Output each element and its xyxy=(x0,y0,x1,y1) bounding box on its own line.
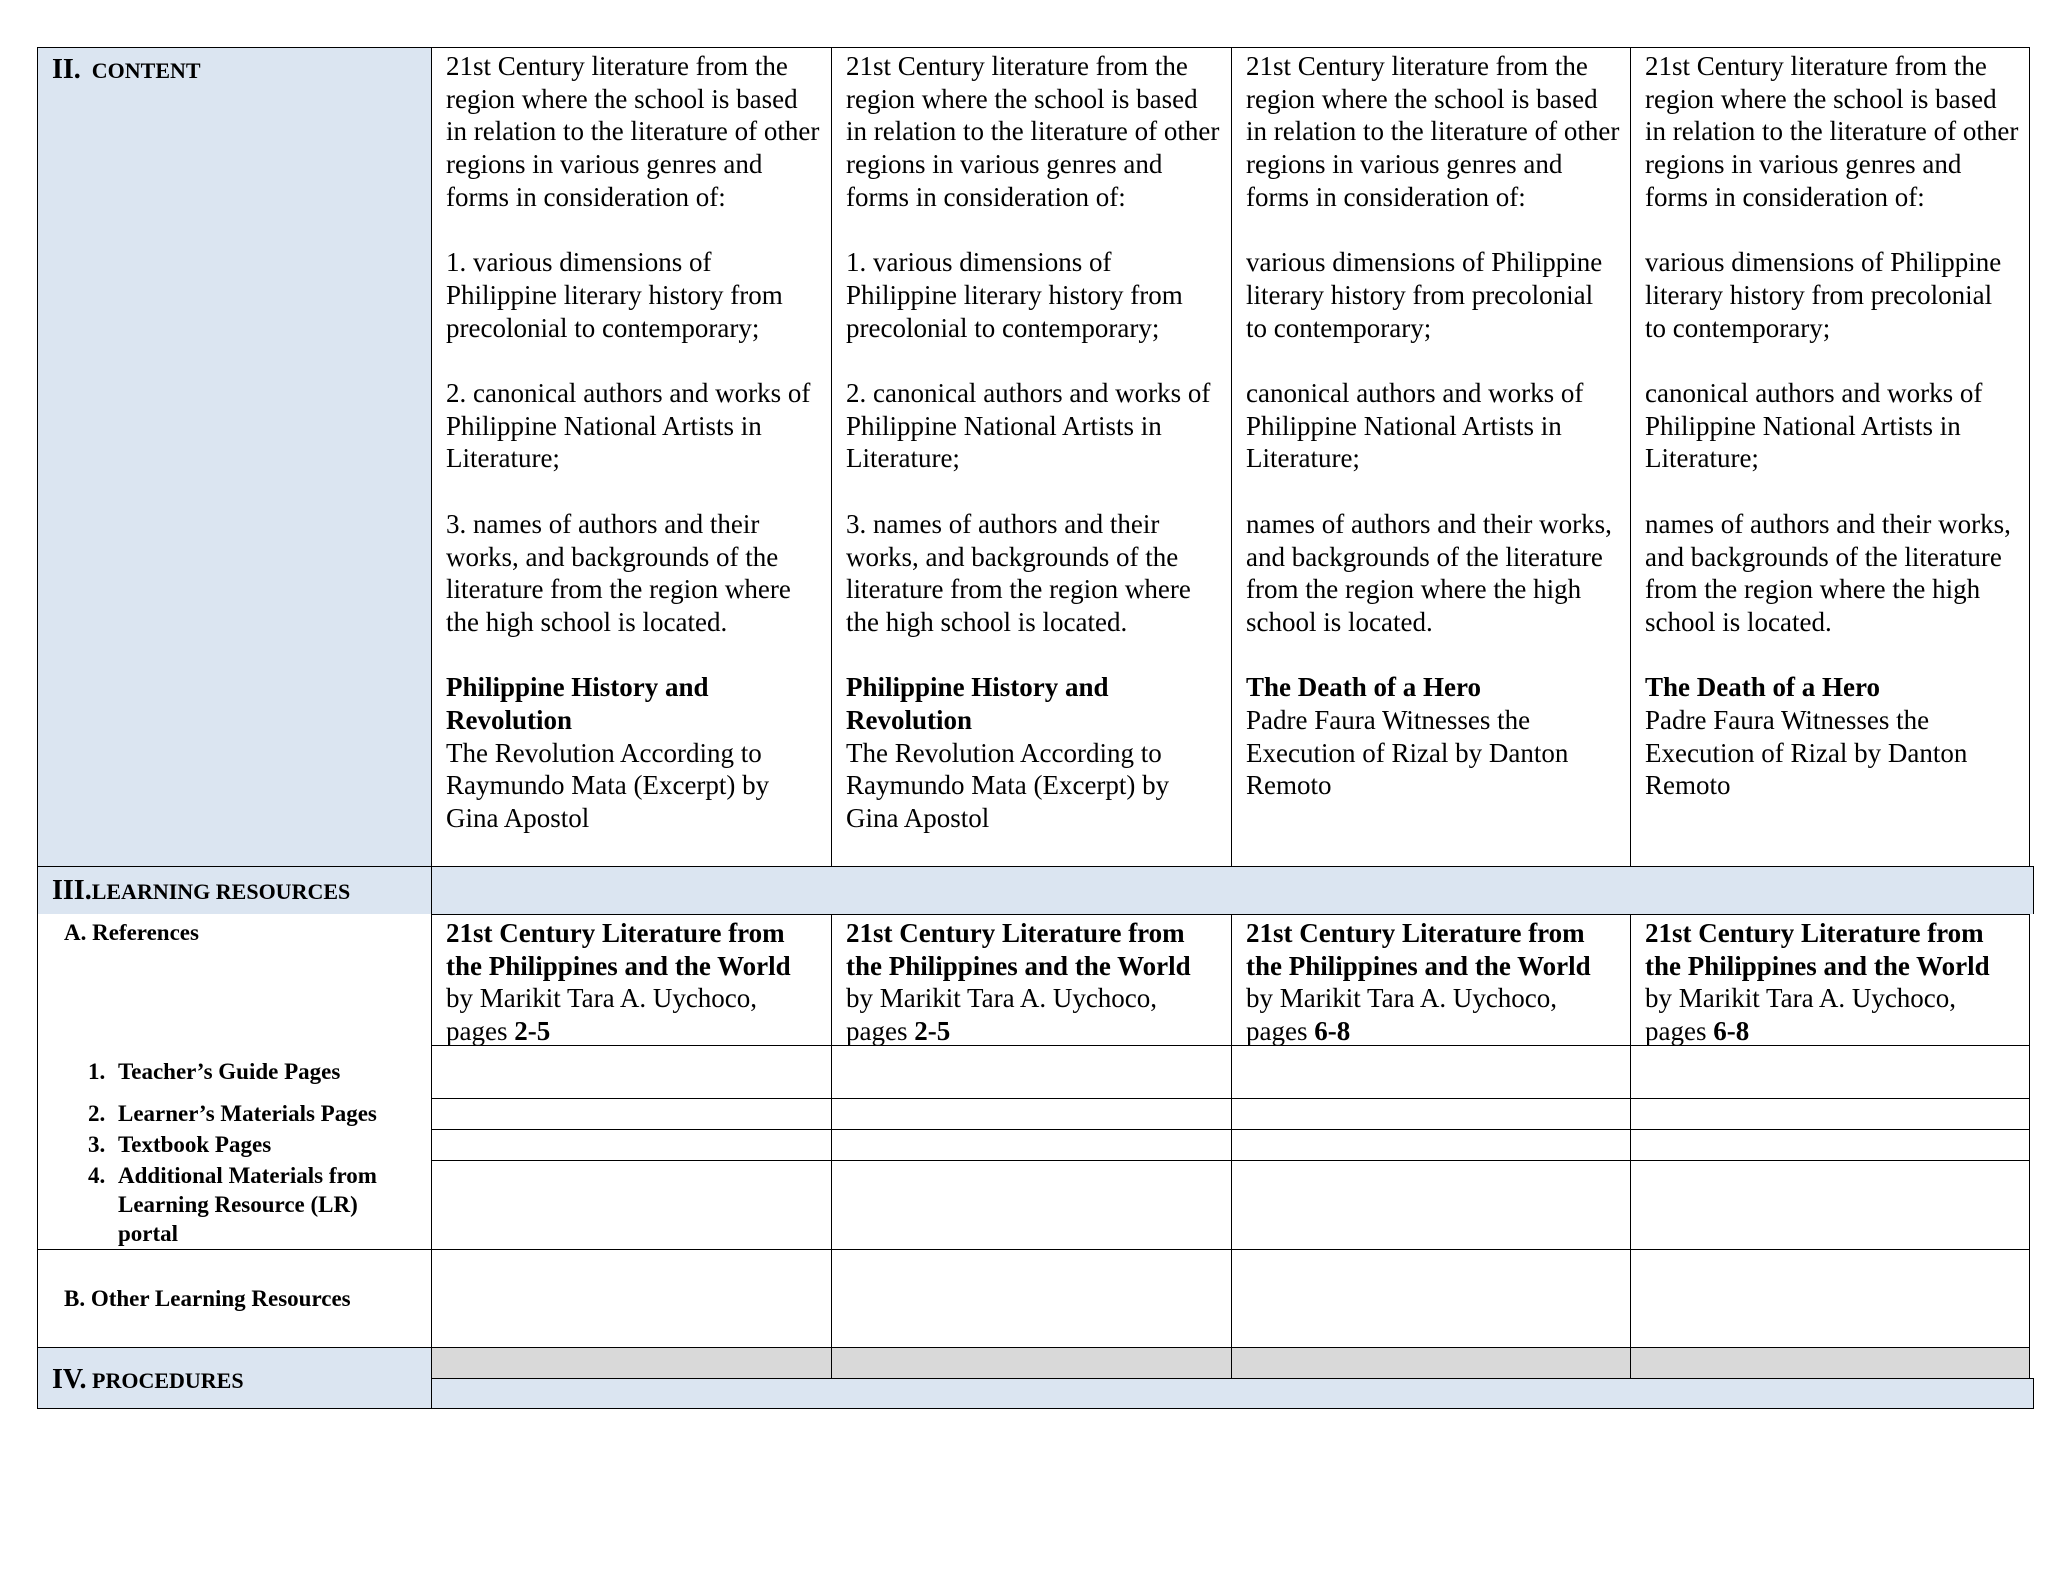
additional-materials-cell xyxy=(1231,1160,1630,1249)
teachers-guide-cell xyxy=(431,1045,831,1098)
reference-col-3 xyxy=(1231,914,1630,1045)
other-resources-cell xyxy=(431,1249,831,1347)
content-col-1 xyxy=(431,47,831,866)
additional-materials-label: 4. Additional Materials from Learning Resource (LR) portal xyxy=(88,1163,377,1246)
content-item: 3. names of authors and their works, and backgrounds of the literature from the region where the high school is located. xyxy=(446,508,791,637)
learners-materials-cell xyxy=(431,1098,831,1129)
lesson-plan-table xyxy=(37,47,2030,1413)
reference-pages-prefix: pages xyxy=(1246,1016,1315,1047)
additional-materials-cell xyxy=(1630,1160,2030,1249)
content-intro: 21st Century literature from the region where the school is based in relation to the literature of other regions in various genres and forms in consideration of: xyxy=(1246,51,1620,212)
reference-pages: 6-8 xyxy=(1314,1016,1351,1047)
content-item: various dimensions of Philippine literary history from precolonial to contemporary; xyxy=(1246,247,1603,343)
reference-pages-prefix: pages xyxy=(446,1016,515,1047)
reference-title: 21st Century Literature from the Philippines and the World xyxy=(446,918,791,981)
reference-author: by Marikit Tara A. Uychoco, xyxy=(446,983,758,1014)
content-work: Padre Faura Witnesses the Execution of Rizal by Danton Remoto xyxy=(1645,705,1968,801)
learners-materials-cell xyxy=(831,1098,1231,1129)
learning-resources-heading xyxy=(52,875,350,907)
learning-resources-roman: III. xyxy=(52,875,92,906)
procedures-bar xyxy=(431,1378,2034,1409)
reference-pages: 2-5 xyxy=(514,1016,551,1047)
content-item: 2. canonical authors and works of Philippine National Artists in Literature; xyxy=(846,378,1211,474)
textbook-label: 3. Textbook Pages xyxy=(88,1132,272,1157)
other-resources-label-cell xyxy=(37,1249,431,1347)
procedures-label: PROCEDURES xyxy=(92,1368,244,1393)
procedures-heading xyxy=(52,1364,244,1396)
procedures-gray-cell xyxy=(431,1347,831,1378)
content-item: 1. various dimensions of Philippine literary history from precolonial to contemporary; xyxy=(846,247,1183,343)
learners-materials-cell xyxy=(1630,1098,2030,1129)
additional-materials-cell xyxy=(431,1160,831,1249)
procedures-roman: IV. xyxy=(52,1364,87,1395)
content-col-3 xyxy=(1231,47,1630,866)
other-resources-label: B. Other Learning Resources xyxy=(64,1286,351,1311)
content-item: 3. names of authors and their works, and backgrounds of the literature from the region where the high school is located. xyxy=(846,508,1191,637)
reference-title: 21st Century Literature from the Philippines and the World xyxy=(1645,918,1990,981)
learners-materials-cell xyxy=(1231,1098,1630,1129)
learners-materials-label-cell xyxy=(37,1098,431,1129)
content-topic: Philippine History and Revolution xyxy=(446,672,709,735)
other-resources-cell xyxy=(1231,1249,1630,1347)
content-item: canonical authors and works of Philippine National Artists in Literature; xyxy=(1246,378,1584,474)
content-work: The Revolution According to Raymundo Mata (Excerpt) by Gina Apostol xyxy=(446,737,770,834)
teachers-guide-label-cell xyxy=(37,1045,431,1098)
reference-pages: 2-5 xyxy=(914,1016,951,1047)
procedures-label-cell xyxy=(37,1347,431,1409)
textbook-label-cell xyxy=(37,1129,431,1160)
content-item: 2. canonical authors and works of Philippine National Artists in Literature; xyxy=(446,378,811,474)
teachers-guide-label: 1. Teacher’s Guide Pages xyxy=(88,1059,341,1084)
reference-title: 21st Century Literature from the Philippines and the World xyxy=(846,918,1191,981)
textbook-cell xyxy=(431,1129,831,1160)
content-item: canonical authors and works of Philippine National Artists in Literature; xyxy=(1645,378,1983,474)
additional-materials-cell xyxy=(831,1160,1231,1249)
reference-col-2 xyxy=(831,914,1231,1045)
reference-author: by Marikit Tara A. Uychoco, xyxy=(1645,983,1957,1014)
textbook-cell xyxy=(1630,1129,2030,1160)
reference-col-4 xyxy=(1630,914,2030,1045)
teachers-guide-cell xyxy=(831,1045,1231,1098)
procedures-gray-cell xyxy=(831,1347,1231,1378)
procedures-gray-cell xyxy=(1630,1347,2030,1378)
content-label-cell xyxy=(37,47,431,866)
textbook-cell xyxy=(1231,1129,1630,1160)
content-col-2 xyxy=(831,47,1231,866)
content-topic: The Death of a Hero xyxy=(1645,672,1880,703)
reference-pages: 6-8 xyxy=(1713,1016,1750,1047)
content-item: various dimensions of Philippine literary history from precolonial to contemporary; xyxy=(1645,247,2002,343)
other-resources-cell xyxy=(831,1249,1231,1347)
other-resources-cell xyxy=(1630,1249,2030,1347)
content-label: CONTENT xyxy=(91,58,201,83)
teachers-guide-cell xyxy=(1630,1045,2030,1098)
references-label-cell xyxy=(37,914,431,1045)
content-work: The Revolution According to Raymundo Mata (Excerpt) by Gina Apostol xyxy=(846,737,1170,834)
learning-resources-label-cell xyxy=(37,866,431,914)
content-item: names of authors and their works, and backgrounds of the literature from the region where the high school is located. xyxy=(1645,508,2011,637)
content-item: 1. various dimensions of Philippine literary history from precolonial to contemporary; xyxy=(446,247,783,343)
content-col-4 xyxy=(1630,47,2030,866)
content-topic: The Death of a Hero xyxy=(1246,672,1481,703)
learners-materials-label: 2. Learner’s Materials Pages xyxy=(88,1101,377,1126)
content-roman: II. xyxy=(52,54,81,85)
reference-author: by Marikit Tara A. Uychoco, xyxy=(846,983,1158,1014)
content-topic: Philippine History and Revolution xyxy=(846,672,1109,735)
reference-author: by Marikit Tara A. Uychoco, xyxy=(1246,983,1558,1014)
references-label: A. References xyxy=(64,920,199,945)
textbook-cell xyxy=(831,1129,1231,1160)
learning-resources-label: LEARNING RESOURCES xyxy=(91,879,351,904)
additional-materials-label-cell xyxy=(37,1160,431,1249)
reference-pages-prefix: pages xyxy=(1645,1016,1714,1047)
content-item: names of authors and their works, and backgrounds of the literature from the region where the high school is located. xyxy=(1246,508,1612,637)
reference-col-1 xyxy=(431,914,831,1045)
content-heading xyxy=(52,54,201,86)
content-work: Padre Faura Witnesses the Execution of Rizal by Danton Remoto xyxy=(1246,705,1569,801)
procedures-gray-cell xyxy=(1231,1347,1630,1378)
content-intro: 21st Century literature from the region where the school is based in relation to the literature of other regions in various genres and forms in consideration of: xyxy=(1645,51,2019,212)
reference-title: 21st Century Literature from the Philippines and the World xyxy=(1246,918,1591,981)
learning-resources-bar xyxy=(431,866,2034,914)
content-intro: 21st Century literature from the region where the school is based in relation to the literature of other regions in various genres and forms in consideration of: xyxy=(446,51,820,212)
reference-pages-prefix: pages xyxy=(846,1016,915,1047)
content-intro: 21st Century literature from the region where the school is based in relation to the literature of other regions in various genres and forms in consideration of: xyxy=(846,51,1220,212)
teachers-guide-cell xyxy=(1231,1045,1630,1098)
